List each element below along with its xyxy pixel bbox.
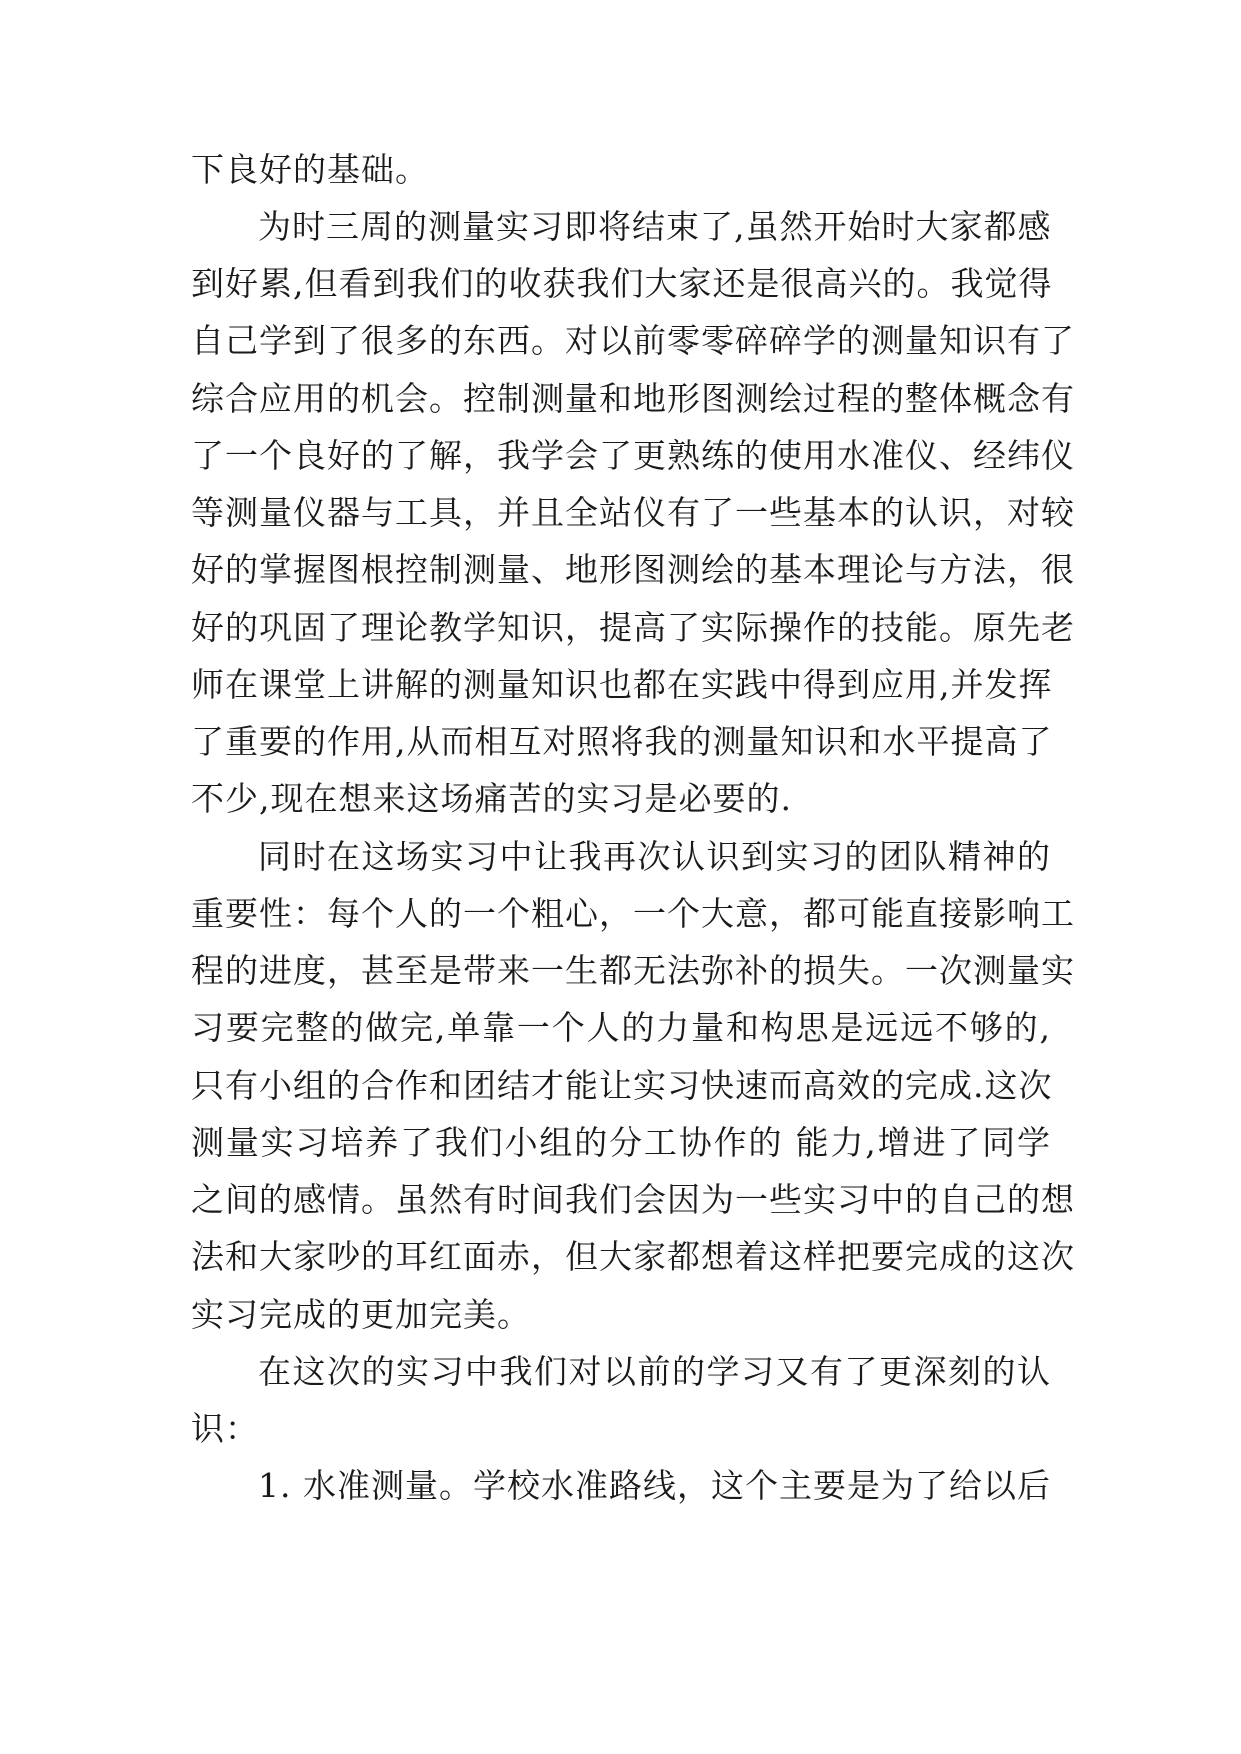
- text-line: 实习完成的更加完美。: [191, 1295, 531, 1334]
- list-item-1: 1. 水准测量。学校水准路线，这个主要是为了给以后: [258, 1466, 1051, 1505]
- text-line: 到好累,但看到我们的收获我们大家还是很高兴的。我觉得: [191, 264, 1053, 303]
- text-line: 下良好的基础。: [191, 150, 429, 189]
- paragraph-start-line: 在这次的实习中我们对以前的学习又有了更深刻的认: [258, 1352, 1051, 1391]
- text-line: 法和大家吵的耳红面赤，但大家都想着这样把要完成的这次: [191, 1237, 1075, 1276]
- text-line: 程的进度，甚至是带来一生都无法弥补的损失。一次测量实: [191, 951, 1075, 990]
- text-line: 了重要的作用,从而相互对照将我的测量知识和水平提高了: [191, 722, 1053, 761]
- text-line: 等测量仪器与工具，并且全站仪有了一些基本的认识，对较: [191, 493, 1075, 532]
- text-line: 识：: [191, 1409, 259, 1448]
- text-line: 测量实习培养了我们小组的分工协作的 能力,增进了同学: [191, 1123, 1051, 1162]
- text-line: 之间的感情。虽然有时间我们会因为一些实习中的自己的想: [191, 1180, 1075, 1219]
- text-line: 好的掌握图根控制测量、地形图测绘的基本理论与方法，很: [191, 550, 1075, 589]
- paragraph-start-line: 同时在这场实习中让我再次认识到实习的团队精神的: [258, 837, 1051, 876]
- paragraph-start-line: 为时三周的测量实习即将结束了,虽然开始时大家都感: [258, 207, 1052, 246]
- text-line: 习要完整的做完,单靠一个人的力量和构思是远远不够的,: [191, 1008, 1051, 1047]
- text-line: 了一个良好的了解，我学会了更熟练的使用水准仪、经纬仪: [191, 436, 1075, 475]
- text-line: 好的巩固了理论教学知识，提高了实际操作的技能。原先老: [191, 608, 1075, 647]
- text-line: 重要性：每个人的一个粗心，一个大意，都可能直接影响工: [191, 894, 1075, 933]
- text-line: 自己学到了很多的东西。对以前零零碎碎学的测量知识有了: [191, 321, 1075, 360]
- text-line: 综合应用的机会。控制测量和地形图测绘过程的整体概念有: [191, 379, 1075, 418]
- text-line: 不少,现在想来这场痛苦的实习是必要的.: [191, 779, 792, 818]
- text-line: 只有小组的合作和团结才能让实习快速而高效的完成.这次: [191, 1066, 1053, 1105]
- text-line: 师在课堂上讲解的测量知识也都在实践中得到应用,并发挥: [191, 665, 1053, 704]
